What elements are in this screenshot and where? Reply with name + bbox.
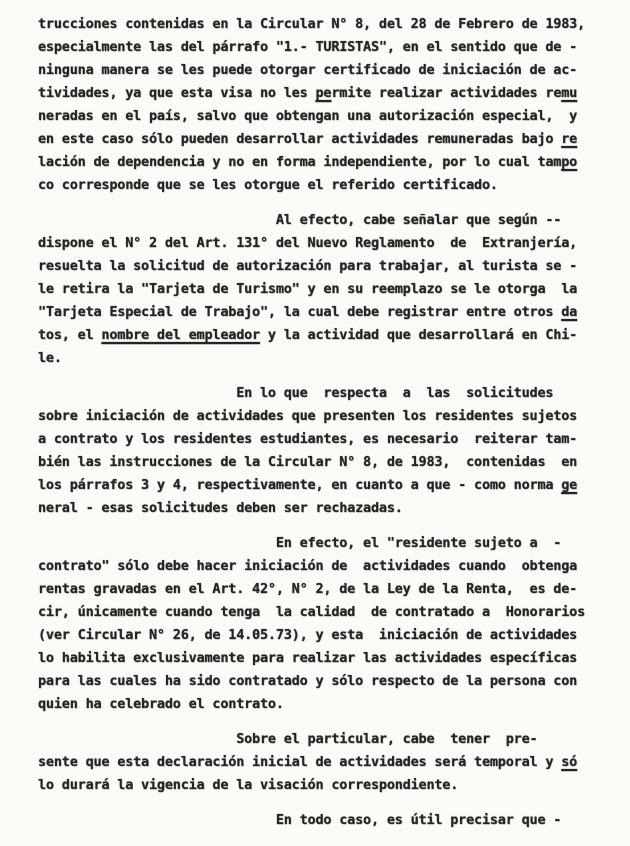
text-line: sobre iniciación de actividades que presenten los residentes sujetos xyxy=(38,408,578,424)
underlined-text: po xyxy=(561,154,578,170)
text-line: co corresponde que se les otorgue el referido certificado. xyxy=(38,177,498,193)
text-line: neral - esas solicitudes deben ser rechazadas. xyxy=(38,500,403,516)
paragraph xyxy=(38,382,620,520)
text-line: lo habilita exclusivamente para realizar las actividades específicas xyxy=(38,650,578,666)
text-line: le. xyxy=(38,350,62,366)
text-line: En efecto, el "residente sujeto a - xyxy=(38,535,562,551)
text-line: tividades, ya que esta visa no les permite realizar actividades remu xyxy=(38,85,578,101)
text-line: rentas gravadas en el Art. 42°, N° 2, de la Ley de la Renta, es de- xyxy=(38,581,578,597)
underlined-text: nombre del empleador xyxy=(101,327,260,343)
text-line: trucciones contenidas en la Circular N° 8, del 28 de Febrero de 1983, xyxy=(38,16,586,32)
underlined-text: pe xyxy=(315,85,332,101)
text-line: cir, únicamente cuando tenga la calidad de contratado a Honorarios xyxy=(38,604,586,620)
text-line: para las cuales ha sido contratado y sólo respecto de la persona con xyxy=(38,673,578,689)
text-line: dispone el N° 2 del Art. 131° del Nuevo Reglamento de Extranjería, xyxy=(38,235,578,251)
text-line: en este caso sólo pueden desarrollar actividades remuneradas bajo re xyxy=(38,131,578,147)
text-line: los párrafos 3 y 4, respectivamente, en cuanto a que - como norma ge xyxy=(38,477,578,493)
text-line: ninguna manera se les puede otorgar certificado de iniciación de ac- xyxy=(38,62,578,78)
text-line: lación de dependencia y no en forma independiente, por lo cual tampo xyxy=(38,154,578,170)
text-line: le retira la "Tarjeta de Turismo" y en su reemplazo se le otorga la xyxy=(38,281,578,297)
text-line: "Tarjeta Especial de Trabajo", la cual debe registrar entre otros da xyxy=(38,304,578,320)
text-line: contrato" sólo debe hacer iniciación de actividades cuando obtenga xyxy=(38,558,578,574)
paragraph xyxy=(38,13,620,197)
text-line: especialmente las del párrafo "1.- TURISTAS", en el sentido que de - xyxy=(38,39,578,55)
document-text-body xyxy=(38,13,620,844)
paragraph xyxy=(38,532,620,716)
underlined-text: da xyxy=(561,304,578,320)
text-line: Al efecto, cabe señalar que según -- xyxy=(38,212,562,228)
text-line: (ver Circular N° 26, de 14.05.73), y esta iniciación de actividades xyxy=(38,627,578,643)
text-line: Sobre el particular, cabe tener pre- xyxy=(38,731,538,747)
text-line: bién las instrucciones de la Circular N° 8, de 1983, contenidas en xyxy=(38,454,578,470)
underlined-text: re xyxy=(561,131,578,147)
text-line: neradas en el país, salvo que obtengan una autorización especial, y xyxy=(38,108,578,124)
underlined-text: mu xyxy=(561,85,578,101)
text-line: En todo caso, es útil precisar que - xyxy=(38,812,562,828)
paragraph xyxy=(38,209,620,370)
text-line: En lo que respecta a las solicitudes xyxy=(38,385,554,401)
text-line: a contrato y los residentes estudiantes, es necesario reiterar tam- xyxy=(38,431,578,447)
paragraph xyxy=(38,809,620,832)
text-line: sente que esta declaración inicial de actividades será temporal y só xyxy=(38,754,578,770)
text-line: resuelta la solicitud de autorización para trabajar, al turista se - xyxy=(38,258,578,274)
text-line: lo durará la vigencia de la visación correspondiente. xyxy=(38,777,459,793)
text-line: tos, el nombre del empleador y la actividad que desarrollará en Chi- xyxy=(38,327,578,343)
text-line: quien ha celebrado el contrato. xyxy=(38,696,284,712)
underlined-text: ge xyxy=(561,477,578,493)
underlined-text: só xyxy=(561,754,578,770)
paragraph xyxy=(38,728,620,797)
